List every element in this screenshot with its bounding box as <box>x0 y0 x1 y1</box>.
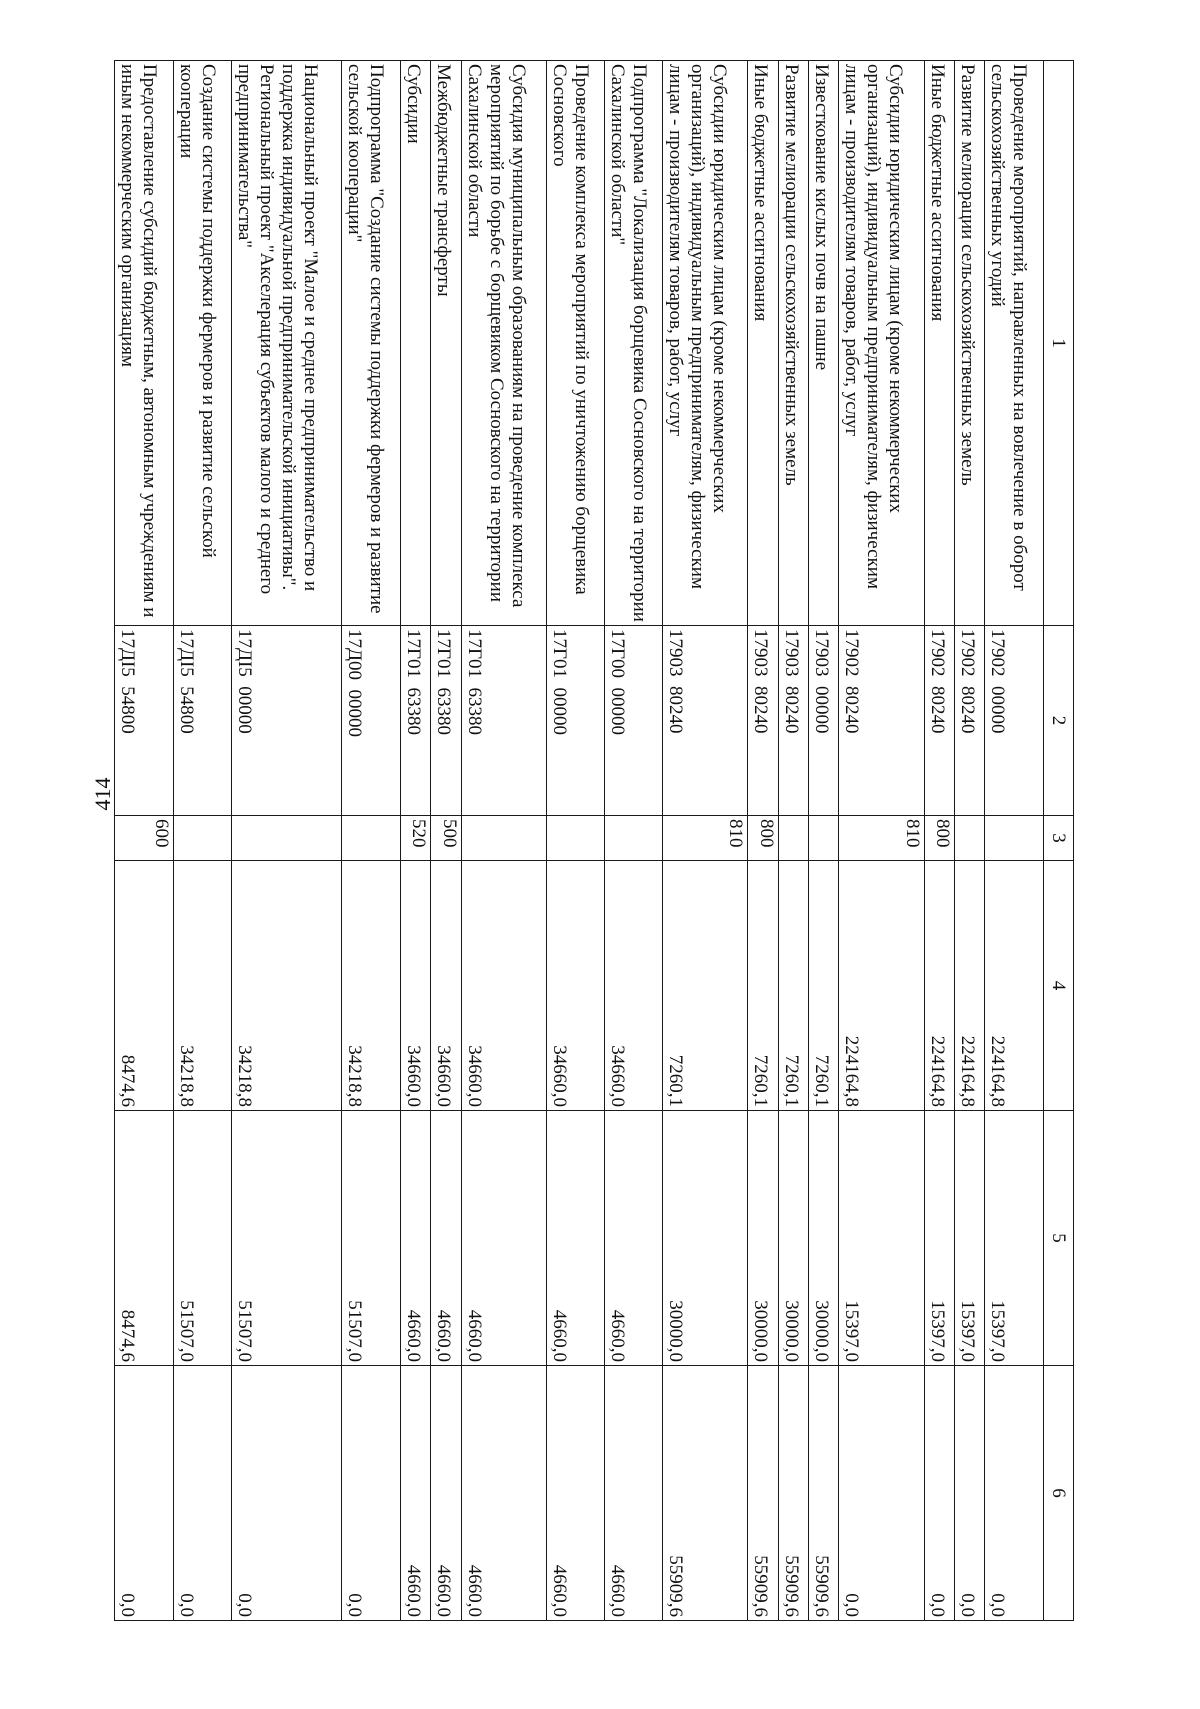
row-name-cell: Подпрограмма "Создание системы поддержки фермеров и развитие сельской кооперации" <box>342 61 400 626</box>
row-kind-cell <box>546 816 604 861</box>
row-value-4-cell: 224164,8 <box>839 861 924 1111</box>
row-kind-cell <box>985 816 1043 861</box>
row-value-4-cell: 7260,1 <box>809 861 839 1111</box>
row-value-4-cell: 34218,8 <box>342 861 400 1111</box>
row-kind-cell <box>778 816 808 861</box>
header-cell-2: 2 <box>1043 626 1073 816</box>
table-row <box>400 61 430 1621</box>
row-value-4-cell: 224164,8 <box>924 861 954 1111</box>
row-kind-cell <box>954 816 984 861</box>
row-value-4-cell: 34660,0 <box>431 861 461 1111</box>
row-code-cell: 17ДI5 00000 <box>231 626 342 816</box>
row-kind-cell <box>809 816 839 861</box>
table-row <box>173 61 231 1621</box>
row-value-5-cell: 30000,0 <box>748 1111 778 1366</box>
row-code-cell: 17903 80240 <box>778 626 808 816</box>
row-name-cell: Субсидии юридическим лицам (кроме некоммерческих организаций), индивидуальным предпринимателям, физическим лицам - производителям товаров, работ, услуг <box>839 61 924 626</box>
row-value-6-cell: 55909,6 <box>663 1366 748 1621</box>
row-name-cell: Иные бюджетные ассигнования <box>924 61 954 626</box>
row-value-4-cell: 224164,8 <box>985 861 1043 1111</box>
row-kind-cell <box>461 816 546 861</box>
table-row <box>985 61 1043 1621</box>
row-value-5-cell: 4660,0 <box>546 1111 604 1366</box>
row-name-cell: Субсидии юридическим лицам (кроме некоммерческих организаций), индивидуальным предпринимателям, физическим лицам - производителям товаров, работ, услуг <box>663 61 748 626</box>
row-value-5-cell: 4660,0 <box>431 1111 461 1366</box>
table-row <box>809 61 839 1621</box>
row-value-6-cell: 0,0 <box>342 1366 400 1621</box>
table-row <box>461 61 546 1621</box>
row-code-cell: 17Г00 00000 <box>604 626 662 816</box>
row-value-5-cell: 15397,0 <box>839 1111 924 1366</box>
row-value-5-cell: 15397,0 <box>924 1111 954 1366</box>
row-kind-cell: 800 <box>748 816 778 861</box>
row-value-6-cell: 0,0 <box>985 1366 1043 1621</box>
row-code-cell: 17903 00000 <box>809 626 839 816</box>
row-value-6-cell: 0,0 <box>231 1366 342 1621</box>
rotated-page <box>114 60 1074 1620</box>
row-kind-cell: 600 <box>115 816 174 861</box>
row-kind-cell: 810 <box>663 816 748 861</box>
header-cell-4: 4 <box>1043 861 1073 1111</box>
row-value-4-cell: 224164,8 <box>954 861 984 1111</box>
row-value-5-cell: 51507,0 <box>342 1111 400 1366</box>
header-cell-6: 6 <box>1043 1366 1073 1621</box>
row-value-4-cell: 7260,1 <box>663 861 748 1111</box>
budget-table <box>114 60 1074 1621</box>
row-kind-cell <box>231 816 342 861</box>
row-kind-cell: 800 <box>924 816 954 861</box>
row-name-cell: Межбюджетные трансферты <box>431 61 461 626</box>
row-kind-cell <box>604 816 662 861</box>
row-value-4-cell: 34660,0 <box>604 861 662 1111</box>
row-code-cell: 17902 00000 <box>985 626 1043 816</box>
row-code-cell: 17903 80240 <box>748 626 778 816</box>
row-code-cell: 17902 80240 <box>839 626 924 816</box>
page-number: 414 <box>90 777 115 811</box>
row-value-4-cell: 34218,8 <box>231 861 342 1111</box>
row-value-6-cell: 0,0 <box>924 1366 954 1621</box>
row-value-4-cell: 34660,0 <box>461 861 546 1111</box>
table-row <box>546 61 604 1621</box>
table-row <box>431 61 461 1621</box>
row-name-cell: Субсидии <box>400 61 430 626</box>
row-code-cell: 17Г01 00000 <box>546 626 604 816</box>
header-cell-5: 5 <box>1043 1111 1073 1366</box>
table-row <box>342 61 400 1621</box>
row-name-cell: Создание системы поддержки фермеров и развитие сельской кооперации <box>173 61 231 626</box>
row-name-cell: Иные бюджетные ассигнования <box>748 61 778 626</box>
row-name-cell: Предоставление субсидий бюджетным, автономным учреждениям и иным некоммерческим организациям <box>115 61 174 626</box>
row-value-4-cell: 7260,1 <box>778 861 808 1111</box>
row-code-cell: 17Д00 00000 <box>342 626 400 816</box>
table-row <box>839 61 924 1621</box>
table-row <box>748 61 778 1621</box>
row-code-cell: 17Г01 63380 <box>461 626 546 816</box>
row-value-6-cell: 0,0 <box>115 1366 174 1621</box>
row-value-5-cell: 4660,0 <box>461 1111 546 1366</box>
row-value-6-cell: 55909,6 <box>748 1366 778 1621</box>
row-value-5-cell: 30000,0 <box>809 1111 839 1366</box>
row-kind-cell: 500 <box>431 816 461 861</box>
row-code-cell: 17902 80240 <box>924 626 954 816</box>
row-value-6-cell: 55909,6 <box>809 1366 839 1621</box>
row-kind-cell <box>173 816 231 861</box>
row-value-6-cell: 4660,0 <box>461 1366 546 1621</box>
row-value-6-cell: 4660,0 <box>431 1366 461 1621</box>
row-value-5-cell: 51507,0 <box>231 1111 342 1366</box>
row-kind-cell: 520 <box>400 816 430 861</box>
row-value-6-cell: 4660,0 <box>400 1366 430 1621</box>
row-value-5-cell: 8474,6 <box>115 1111 174 1366</box>
row-code-cell: 17ДI5 54800 <box>173 626 231 816</box>
row-value-4-cell: 34660,0 <box>546 861 604 1111</box>
row-name-cell: Подпрограмма "Локализация борщевика Сосновского на территории Сахалинской области" <box>604 61 662 626</box>
table-row <box>663 61 748 1621</box>
table-row <box>778 61 808 1621</box>
row-value-6-cell: 4660,0 <box>546 1366 604 1621</box>
table-row <box>231 61 342 1621</box>
row-code-cell: 17ДI5 54800 <box>115 626 174 816</box>
row-name-cell: Развитие мелиорации сельскохозяйственных земель <box>778 61 808 626</box>
table-header-row <box>1043 61 1073 1621</box>
row-code-cell: 17903 80240 <box>663 626 748 816</box>
row-value-5-cell: 15397,0 <box>985 1111 1043 1366</box>
table-row <box>924 61 954 1621</box>
row-name-cell: Субсидия муниципальным образованиям на проведение комплекса мероприятий по борьбе с борщевиком Сосновского на территории Сахалинской области <box>461 61 546 626</box>
row-value-6-cell: 4660,0 <box>604 1366 662 1621</box>
row-code-cell: 17Г01 63380 <box>431 626 461 816</box>
row-value-5-cell: 4660,0 <box>604 1111 662 1366</box>
row-value-5-cell: 30000,0 <box>778 1111 808 1366</box>
row-name-cell: Проведение комплекса мероприятий по уничтожению борщевика Сосновского <box>546 61 604 626</box>
row-value-6-cell: 55909,6 <box>778 1366 808 1621</box>
row-value-6-cell: 0,0 <box>173 1366 231 1621</box>
row-value-5-cell: 30000,0 <box>663 1111 748 1366</box>
row-name-cell: Проведение мероприятий, направленных на вовлечение в оборот сельскохозяйственных угодий <box>985 61 1043 626</box>
row-value-4-cell: 34218,8 <box>173 861 231 1111</box>
row-value-4-cell: 34660,0 <box>400 861 430 1111</box>
row-kind-cell: 810 <box>839 816 924 861</box>
row-value-5-cell: 4660,0 <box>400 1111 430 1366</box>
table-row <box>115 61 174 1621</box>
row-value-6-cell: 0,0 <box>839 1366 924 1621</box>
row-name-cell: Известкование кислых почв на пашне <box>809 61 839 626</box>
header-cell-1: 1 <box>1043 61 1073 626</box>
row-name-cell: Национальный проект "Малое и среднее предпринимательство и поддержка индивидуальной предпринимательской инициативы". Региональный проект "Акселерация субъектов малого и среднего предпринимательства" <box>231 61 342 626</box>
table-row <box>604 61 662 1621</box>
row-code-cell: 17902 80240 <box>954 626 984 816</box>
row-name-cell: Развитие мелиорации сельскохозяйственных земель <box>954 61 984 626</box>
row-kind-cell <box>342 816 400 861</box>
row-value-4-cell: 7260,1 <box>748 861 778 1111</box>
row-value-5-cell: 51507,0 <box>173 1111 231 1366</box>
header-cell-3: 3 <box>1043 816 1073 861</box>
row-value-5-cell: 15397,0 <box>954 1111 984 1366</box>
row-value-6-cell: 0,0 <box>954 1366 984 1621</box>
row-code-cell: 17Г01 63380 <box>400 626 430 816</box>
table-row <box>954 61 984 1621</box>
row-value-4-cell: 8474,6 <box>115 861 174 1111</box>
